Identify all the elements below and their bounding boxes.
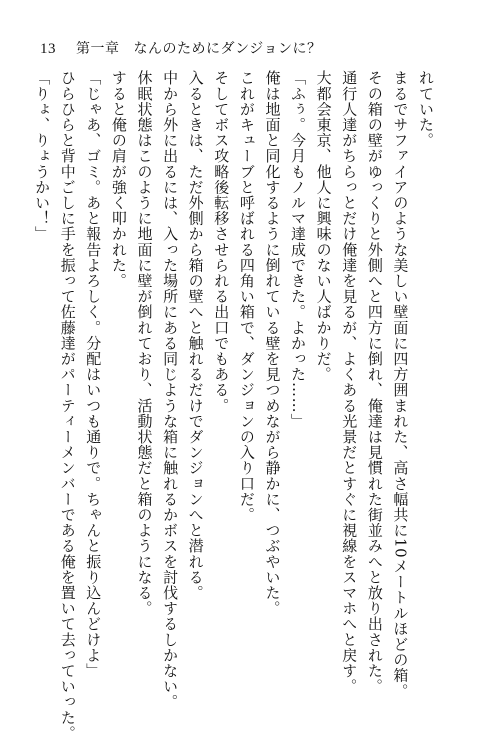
text-line: れていた。 bbox=[417, 70, 435, 148]
text-line: 中から外に出るには、入った場所にある同じような箱に触れるかボスを討伐するしかない。 bbox=[161, 70, 180, 710]
text-line: ひらひらと背中ごしに手を振って佐藤達がパーティーメンバーである俺を置いて去っていった。 bbox=[58, 70, 77, 741]
text-line: 通行人達がちらっとだけ俺達を見るが、よくある光景だとすぐに視線をスマホへと戻す。 bbox=[340, 70, 359, 694]
text-line: 「りょ、りょうかい！」 bbox=[33, 70, 52, 242]
text-line: これがキューブと呼ばれる四角い箱で、ダンジョンの入り口だ。 bbox=[237, 70, 256, 523]
vertical-body-text bbox=[29, 70, 439, 741]
chapter-title: なんのためにダンジョンに？ bbox=[133, 41, 322, 57]
text-line: 俺は地面と同化するように倒れている壁を見つめながら静かに、つぶやいた。 bbox=[263, 70, 282, 616]
running-header bbox=[40, 38, 322, 58]
chapter-label: 第一章 bbox=[76, 41, 120, 57]
page-number: 13 bbox=[40, 41, 56, 57]
text-line: 入るときは、ただ外側から箱の壁へと触れるだけでダンジョンへと潜れる。 bbox=[186, 70, 205, 601]
text-line: 休眠状態はこのように地面に壁が倒れており、活動状態だと箱のようになる。 bbox=[135, 70, 154, 616]
text-line: 大都会東京、他人に興味のない人ばかりだ。 bbox=[314, 70, 333, 382]
text-line: その箱の壁がゆっくりと外側へと四方に倒れ、俺達は見慣れた街並みへと放り出された。 bbox=[365, 70, 384, 694]
text-line: 「じゃあ、ゴミ。あと報告よろしく。分配はいつも通りで。ちゃんと振り込んどけよ」 bbox=[84, 70, 103, 679]
text-line: すると俺の肩が強く叩かれた。 bbox=[109, 70, 128, 289]
text-line: そしてボス攻略後転移させられる出口でもある。 bbox=[212, 70, 231, 414]
text-line: 「ふぅ。今月もノルマ達成できた。よかった……」 bbox=[289, 70, 308, 429]
text-line: まるでサファイアのような美しい壁面に四方囲まれた、高さ幅共に10メートルほどの箱。 bbox=[391, 70, 410, 699]
